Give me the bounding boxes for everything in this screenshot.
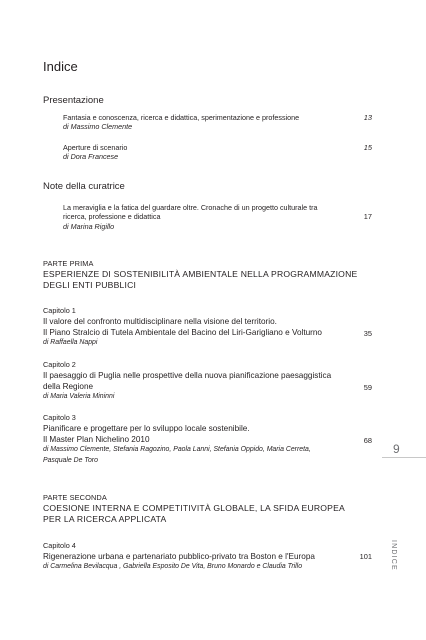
chapter-title-line: Il paesaggio di Puglia nelle prospettive della nuova pianificazione paesaggistica	[43, 371, 332, 380]
entry-title-line: La meraviglia e la fatica del guardare oltre. Cronache di un progetto culturale tra	[63, 203, 318, 212]
entry-author: di Dora Francese	[63, 152, 119, 162]
entry-page-number: 13	[363, 113, 372, 122]
page-title: Indice	[43, 59, 78, 74]
chapter-page-number: 101	[359, 552, 372, 561]
entry-title-line: ricerca, professione e didattica	[63, 212, 161, 222]
part-label: PARTE SECONDA	[43, 493, 107, 502]
chapter-entry[interactable]	[43, 306, 322, 349]
chapter-author: Pasquale De Toro	[43, 456, 98, 464]
part-label: PARTE PRIMA	[43, 259, 94, 268]
toc-entry[interactable]	[63, 203, 318, 231]
chapter-label: Capitolo 3	[43, 413, 76, 422]
chapter-entry[interactable]	[43, 413, 311, 466]
part-title-line: COESIONE INTERNA E COMPETITIVITÀ GLOBALE, LA SFIDA EUROPEA	[43, 503, 345, 513]
chapter-page-number: 68	[363, 436, 372, 445]
chapter-author: di Raffaella Nappi	[43, 339, 98, 346]
chapter-title-line: Il Piano Stralcio di Tutela Ambientale del Bacino del Liri-Garigliano e Volturno	[43, 328, 322, 337]
part-heading	[43, 493, 345, 525]
side-running-head: INDICE	[390, 540, 397, 571]
entry-page-number: 17	[363, 212, 372, 221]
chapter-title-line: Rigenerazione urbana e partenariato pubblico-privato tra Boston e l'Europa	[43, 552, 315, 561]
entry-page-number: 15	[363, 143, 372, 152]
chapter-entry[interactable]	[43, 360, 331, 403]
chapter-title-line: Pianificare e progettare per lo sviluppo locale sostenibile.	[43, 424, 250, 433]
part-title-line: PER LA RICERCA APPLICATA	[43, 514, 167, 524]
part-title-line: DEGLI ENTI PUBBLICI	[43, 280, 137, 290]
chapter-author: di Carmelina Bevilacqua , Gabriella Esposito De Vita, Bruno Monardo e Claudia Trillo	[43, 563, 303, 570]
entry-title: Aperture di scenario	[63, 143, 128, 152]
folio-rule	[382, 457, 426, 458]
chapter-title-line: della Regione	[43, 382, 94, 391]
chapter-title-line: Il valore del confronto multidisciplinare nella visione del territorio.	[43, 317, 277, 326]
chapter-page-number: 59	[363, 383, 372, 392]
chapter-label: Capitolo 2	[43, 360, 76, 369]
chapter-entry[interactable]	[43, 541, 315, 573]
chapter-title-line: Il Master Plan Nichelino 2010	[43, 435, 150, 444]
chapter-label: Capitolo 4	[43, 541, 76, 550]
section-title-note: Note della curatrice	[43, 181, 125, 192]
toc-entry[interactable]	[63, 113, 299, 132]
part-heading	[43, 259, 357, 291]
chapter-page-number: 35	[363, 329, 372, 338]
page-number: 9	[393, 442, 400, 456]
entry-author: di Marina Rigillo	[63, 221, 115, 231]
entry-title: Fantasia e conoscenza, ricerca e didattica, sperimentazione e professione	[63, 113, 300, 122]
entry-author: di Massimo Clemente	[63, 122, 133, 132]
section-title-presentazione: Presentazione	[43, 95, 104, 106]
chapter-author: di Maria Valeria Mininni	[43, 393, 115, 400]
chapter-label: Capitolo 1	[43, 306, 76, 315]
toc-entry[interactable]	[63, 143, 127, 162]
chapter-author: di Massimo Clemente, Stefania Ragozino, Paola Lanni, Stefania Oppido, Maria Cerreta,	[43, 446, 311, 453]
part-title-line: ESPERIENZE DI SOSTENIBILITÀ AMBIENTALE NELLA PROGRAMMAZIONE	[43, 269, 358, 279]
